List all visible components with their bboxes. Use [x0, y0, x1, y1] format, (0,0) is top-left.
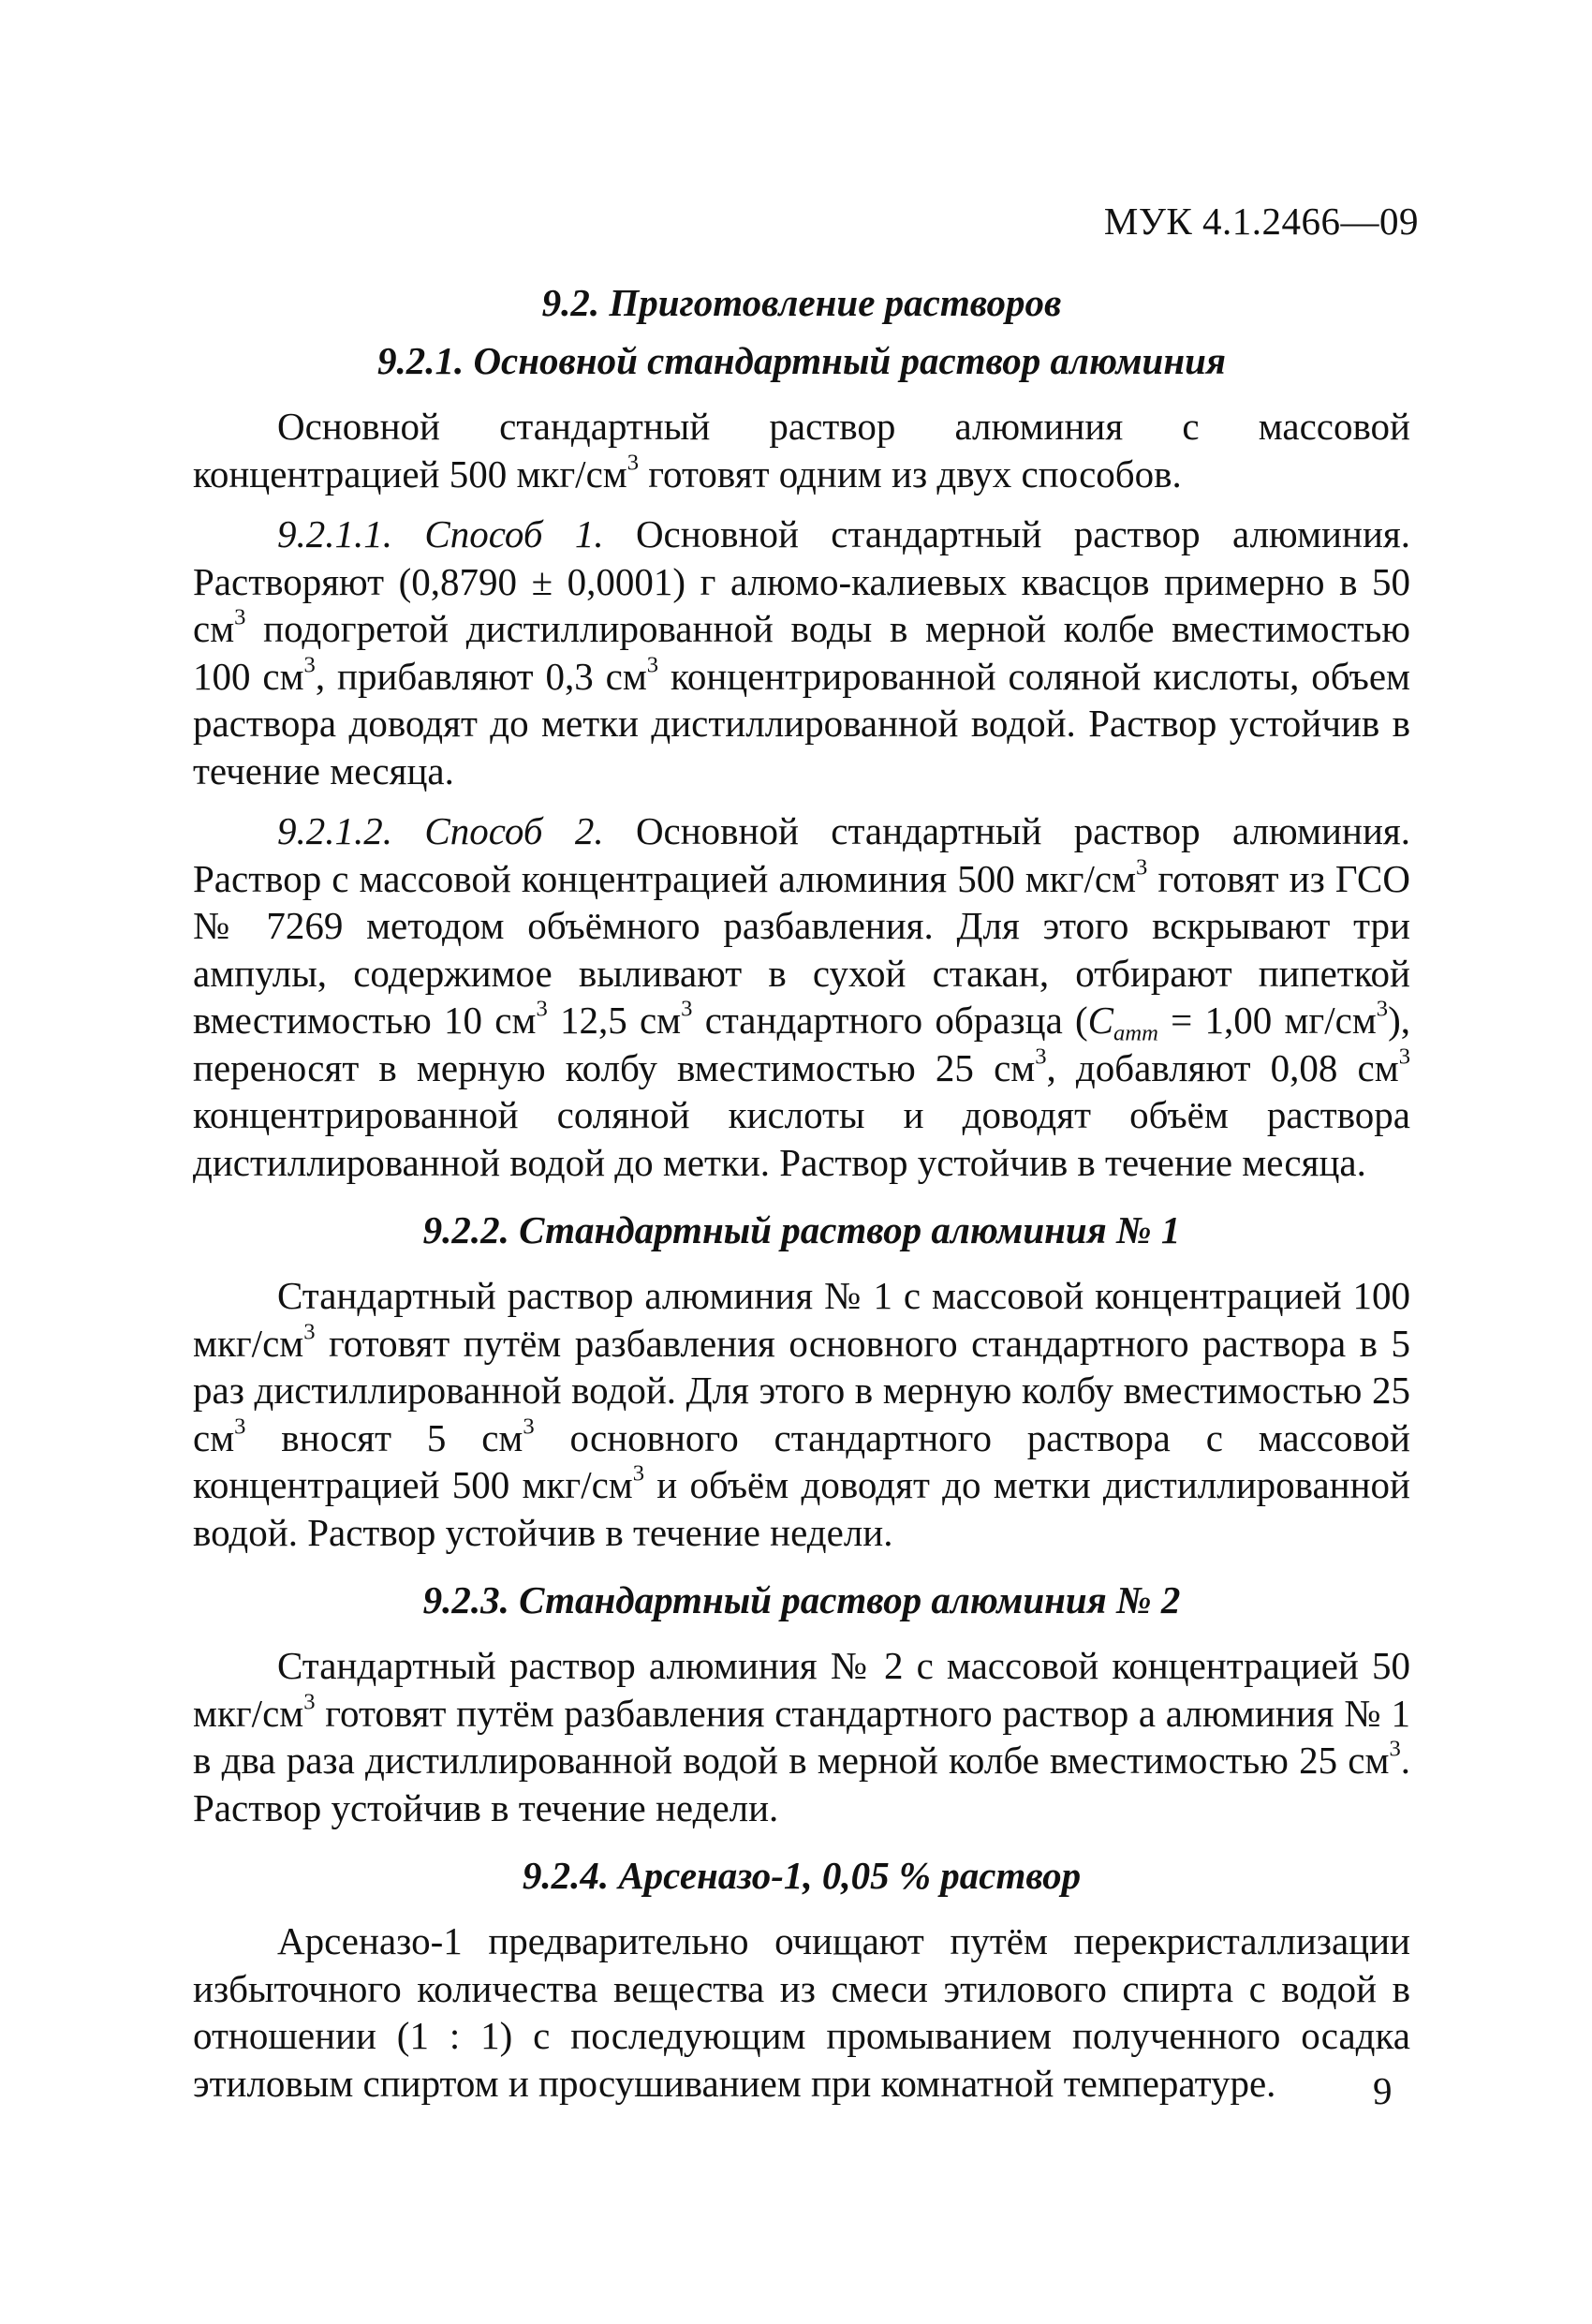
section-heading-9-2-4: 9.2.4. Арсеназо-1, 0,05 % раствор	[522, 1854, 1082, 1897]
section-heading-9-2-3: 9.2.3. Стандартный раствор алюминия № 2	[422, 1578, 1181, 1621]
paragraph-standard-solution-1: Стандартный раствор алюминия № 1 с массовой концентрацией 100 мкг/$см^3$ готовят путём разбавления основного стандартного раствора в 5 раз дистиллированной водой. Для этого в мерную колбу вместимостью 25 $см^3$ вносят 5 $см^3$ основного стандартного раствора с массовой концентрацией 500 мкг/$см^3$ и объём доводят до метки дистиллированной водой. Раствор устойчив в течение недели.	[193, 1274, 1410, 1554]
section-heading-9-2-1: 9.2.1. Основной стандартный раствор алюминия	[376, 339, 1227, 382]
paragraph-method-2: 9.2.1.2. Способ 2. Основной стандартный раствор алюминия. Раствор с массовой концентрацией алюминия 500 мкг/$см^3$ готовят из ГСО № 7269 методом объёмного разбавления. Для этого вскрывают три ампулы, содержимое выливают в сухой стакан, отбирают пипеткой вместимостью 10 $см^3$ 12,5 $см^3$ стандартного образца ($C_{атт} = 1,00$ $мг/см^3$), переносят в мерную колбу вместимостью 25 $см^3$, добавляют 0,08 $см^3$ концентрированной соляной кислоты и доводят объём раствора дистиллированной водой до метки. Раствор устойчив в течение месяца.	[193, 809, 1410, 1184]
paragraph-main-solution: Основной стандартный раствор алюминия с массовой концентрацией 500 мкг/$см^3$ готовят одним из двух способов.	[193, 405, 1410, 496]
paragraph-method-1: 9.2.1.1. Способ 1. Основной стандартный раствор алюминия. Растворяют (0,8790 ± 0,0001) г алюмо-калиевых квасцов примерно в 50 $см^3$ подогретой дистиллированной воды в мерной колбе вместимостью 100 $см^3$, прибавляют 0,3 $см^3$ концентрированной соляной кислоты, объем раствора доводят до метки дистиллированной водой. Раствор устойчив в течение месяца.	[193, 512, 1410, 792]
paragraph-arsenazo: Арсеназо-1 предварительно очищают путём перекристаллизации избыточного количества вещества из смеси этилового спирта с водой в отношении (1 : 1) с последующим промыванием полученного осадка этиловым спиртом и просушиванием при комнатной температуре.	[193, 1919, 1410, 2105]
section-heading-9-2: 9.2. Приготовление растворов	[541, 281, 1062, 324]
document-code: МУК 4.1.2466—09	[1103, 200, 1419, 243]
page-content	[193, 279, 1410, 2107]
method-1-label: 9.2.1.1. Способ 1.	[277, 512, 604, 555]
section-heading-9-2-2: 9.2.2. Стандартный раствор алюминия № 1	[422, 1208, 1181, 1251]
paragraph-standard-solution-2: Стандартный раствор алюминия № 2 с массовой концентрацией 50 мкг/$см^3$ готовят путём разбавления стандартного раствор а алюминия № 1 в два раза дистиллированной водой в мерной колбе вместимостью 25 $см^3$. Раствор устойчив в течение недели.	[193, 1644, 1410, 1829]
method-2-label: 9.2.1.2. Способ 2.	[277, 809, 604, 852]
page-number: 9	[1373, 2069, 1393, 2112]
